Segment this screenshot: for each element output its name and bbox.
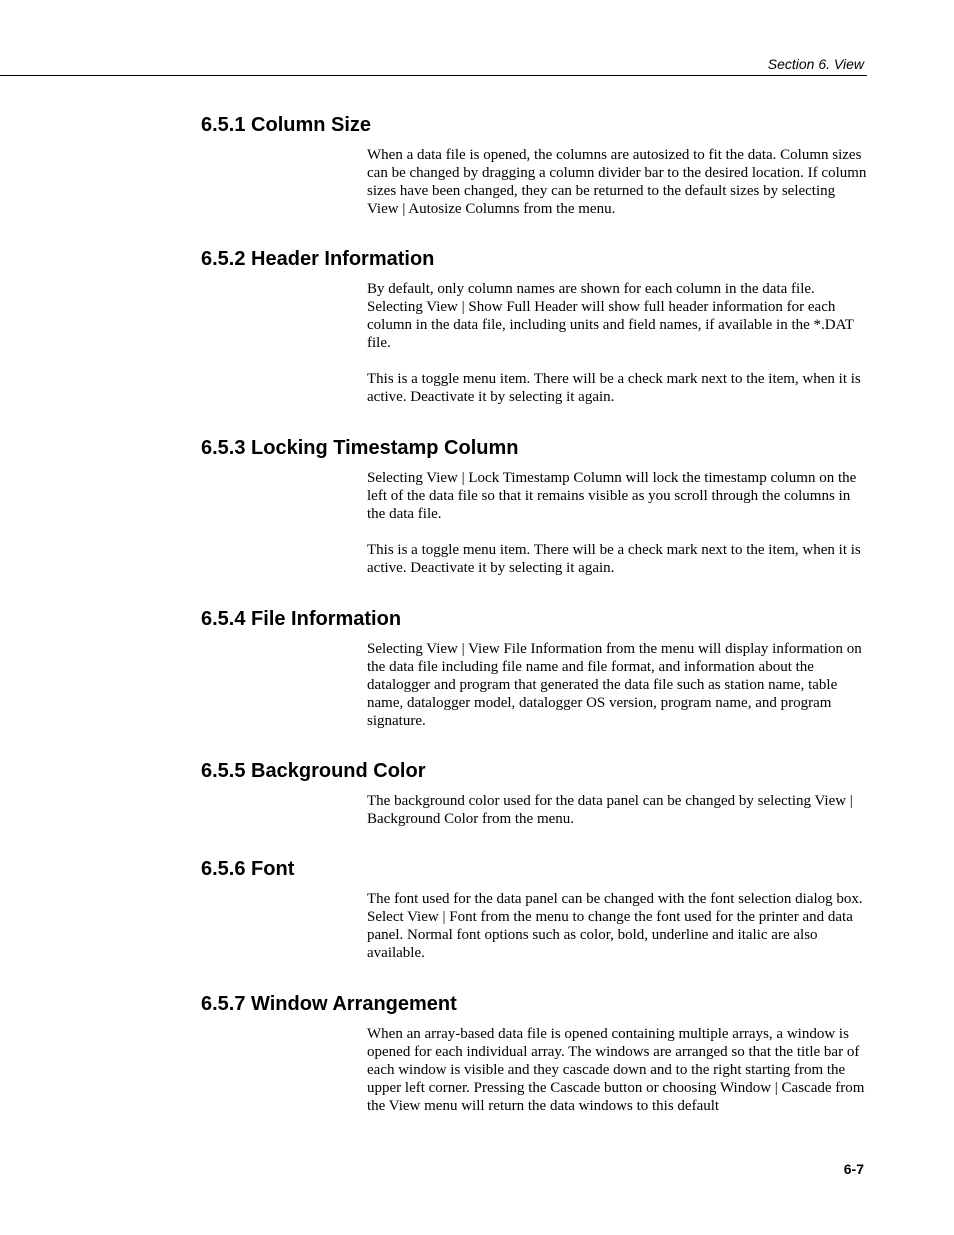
paragraph: The background color used for the data panel can be changed by selecting View | Background Color from the menu.	[367, 793, 853, 827]
paragraph: This is a toggle menu item. There will be a check mark next to the item, when it is active. Deactivate it by selecting it again.	[367, 542, 861, 576]
paragraph: When a data file is opened, the columns are autosized to fit the data. Column sizes can be changed by dragging a column divider bar to the desired location. If column sizes have been changed, they can be returned to the default sizes by selecting View | Autosize Columns from the menu.	[367, 147, 867, 217]
section-body	[367, 469, 867, 595]
section-body	[367, 640, 867, 748]
paragraph: Selecting View | Lock Timestamp Column will lock the timestamp column on the left of the data file so that it remains visible as you scroll through the columns in the data file.	[367, 470, 857, 522]
paragraph: Selecting View | View File Information from the menu will display information on the data file including file name and file format, and information about the datalogger and program that generated the data file such as station name, table name, datalogger model, datalogger OS version, program name, and program signature.	[367, 641, 862, 729]
section-heading: 6.5.3 Locking Timestamp Column	[201, 437, 519, 459]
section-heading: 6.5.6 Font	[201, 858, 295, 880]
paragraph: This is a toggle menu item. There will be a check mark next to the item, when it is active. Deactivate it by selecting it again.	[367, 371, 861, 405]
section-heading: 6.5.1 Column Size	[201, 114, 372, 136]
section-heading: 6.5.4 File Information	[201, 608, 402, 630]
section-heading: 6.5.5 Background Color	[201, 760, 426, 782]
section-heading: 6.5.7 Window Arrangement	[201, 993, 457, 1015]
section-body	[367, 146, 867, 236]
section-body	[367, 890, 867, 980]
section-body	[367, 1025, 867, 1133]
paragraph: By default, only column names are shown for each column in the data file. Selecting View | Show Full Header will show full header information for each column in the data file, including units and field names, if available in the *.DAT file.	[367, 281, 854, 351]
section-heading: 6.5.2 Header Information	[201, 248, 435, 270]
paragraph: When an array-based data file is opened containing multiple arrays, a window is opened for each individual array. The windows are arranged so that the title bar of each window is visible and they cascade down and to the right starting from the upper left corner. Pressing the Cascade button or choosing Window | Cascade from the View menu will return the data windows to this default	[367, 1026, 865, 1114]
running-header: Section 6. View	[767, 56, 864, 72]
section-body	[367, 792, 867, 846]
section-body	[367, 280, 867, 424]
header-rule	[0, 75, 867, 76]
paragraph: The font used for the data panel can be changed with the font selection dialog box. Select View | Font from the menu to change the font used for the printer and data panel. Normal font options such as color, bold, underline and italic are also available.	[367, 891, 863, 961]
page-number: 6-7	[843, 1161, 864, 1177]
